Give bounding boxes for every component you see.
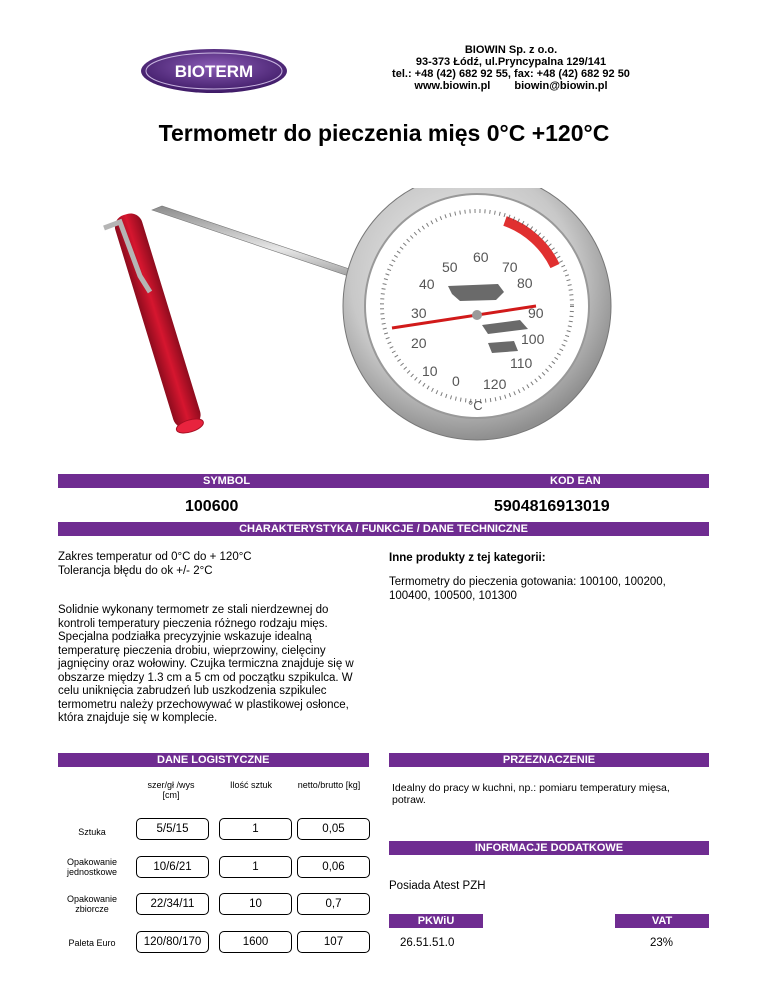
svg-text:20: 20 xyxy=(411,335,427,351)
purpose-bar xyxy=(389,753,709,767)
other-products-text: Termometry do pieczenia gotowania: 100100, 100200, 100400, 100500, 101300 xyxy=(389,576,666,602)
cell-weight-sztuka: 0,05 xyxy=(297,818,370,840)
product-description: Solidnie wykonany termometr ze stali nierdzewnej do kontroli temperatury pieczenia różnego rodzaju mięs. Specjalna podziałka precyzyjnie wskazuje idealną temperaturę pieczenia drobiu, wieprzowiny, cielęciny jagnięciny oraz wołowiny. Czujka termiczna znajduje się w obszarze między 1.3 cm a 5 cm od początku szpikulca. W celu uniknięcia zabrudzeń lub uszkodzenia szpikulec termometru należy przechowywać w plastikowej osłonce, która znajduje się w komplecie. xyxy=(58,604,354,724)
ean-value: 5904816913019 xyxy=(494,498,610,515)
svg-text:110: 110 xyxy=(510,355,533,371)
pkwiu-label: PKWiU xyxy=(417,915,455,927)
row-label-sztuka: Sztuka xyxy=(78,827,106,837)
purpose-text: Idealny do pracy w kuchni, np.: pomiaru temperatury mięsa, potraw. xyxy=(392,782,670,806)
vat-value: 23% xyxy=(650,937,674,949)
purpose-label: PRZEZNACZENIE xyxy=(502,754,596,766)
cell-dims-sztuka: 5/5/15 xyxy=(136,818,209,840)
svg-text:0: 0 xyxy=(452,373,460,389)
svg-text:80: 80 xyxy=(517,275,533,291)
bioterm-logo xyxy=(140,48,288,94)
additional-info-text: Posiada Atest PZH xyxy=(389,880,486,892)
svg-text:100: 100 xyxy=(521,331,545,347)
svg-text:BIOTERM: BIOTERM xyxy=(174,62,254,81)
vat-bar xyxy=(615,914,709,928)
symbol-value: 100600 xyxy=(185,498,239,515)
vat-label: VAT xyxy=(651,915,673,927)
characteristics-label: CHARAKTERYSTYKA / FUNKCJE / DANE TECHNICZNE xyxy=(239,523,528,535)
cell-qty-opakowanie-zbiorcze: 10 xyxy=(219,893,292,915)
ean-label: KOD EAN xyxy=(550,475,601,487)
column-header-dimensions: szer/gł /wys [cm] xyxy=(147,780,195,800)
column-header-quantity: Ilość sztuk xyxy=(229,780,272,790)
temperature-range-text: Zakres temperatur od 0°C do + 120°C xyxy=(58,551,252,563)
page-title: Termometr do pieczenia mięs 0°C +120°C xyxy=(158,120,610,146)
additional-info-label: INFORMACJE DODATKOWE xyxy=(474,842,624,854)
cell-dims-paleta-euro: 120/80/170 xyxy=(136,931,209,953)
cell-weight-opakowanie-zbiorcze: 0,7 xyxy=(297,893,370,915)
svg-text:60: 60 xyxy=(473,249,489,265)
row-label-opakowanie-jednostkowe: Opakowanie jednostkowe xyxy=(66,857,118,877)
characteristics-bar xyxy=(58,522,709,536)
svg-text:120: 120 xyxy=(483,376,507,392)
tolerance-text: Tolerancja błędu do ok +/- 2°C xyxy=(58,565,213,577)
pkwiu-bar xyxy=(389,914,483,928)
cell-weight-paleta-euro: 107 xyxy=(297,931,370,953)
column-header-weight: netto/brutto [kg] xyxy=(297,780,361,790)
company-info xyxy=(380,44,642,92)
pkwiu-value: 26.51.51.0 xyxy=(400,937,455,949)
row-label-opakowanie-zbiorcze: Opakowanie zbiorcze xyxy=(66,894,118,914)
company-phone-fax: tel.: +48 (42) 682 92 55, fax: +48 (42) 682 92 50 xyxy=(392,68,630,80)
svg-text:90: 90 xyxy=(528,305,544,321)
additional-info-bar xyxy=(389,841,709,855)
cell-dims-opakowanie-zbiorcze: 22/34/11 xyxy=(136,893,209,915)
svg-text:30: 30 xyxy=(411,305,427,321)
svg-text:50: 50 xyxy=(442,259,458,275)
cell-dims-opakowanie-jednostkowe: 10/6/21 xyxy=(136,856,209,878)
svg-text:40: 40 xyxy=(419,276,435,292)
cell-qty-sztuka: 1 xyxy=(219,818,292,840)
company-address: 93-373 Łódź, ul.Pryncypalna 129/141 xyxy=(415,56,607,68)
logistics-label: DANE LOGISTYCZNE xyxy=(157,754,270,766)
company-website-link[interactable]: www.biowin.pl xyxy=(414,80,491,92)
logistics-bar xyxy=(58,753,369,767)
row-label-paleta-euro: Paleta Euro xyxy=(68,938,116,948)
svg-text:70: 70 xyxy=(502,259,518,275)
svg-text:10: 10 xyxy=(422,363,438,379)
cell-weight-opakowanie-jednostkowe: 0,06 xyxy=(297,856,370,878)
cell-qty-paleta-euro: 1600 xyxy=(219,931,292,953)
cell-qty-opakowanie-jednostkowe: 1 xyxy=(219,856,292,878)
svg-text:°C: °C xyxy=(468,398,483,413)
symbol-header-bar xyxy=(58,474,709,488)
company-email-link[interactable]: biowin@biowin.pl xyxy=(514,80,608,92)
company-name: BIOWIN Sp. z o.o. xyxy=(464,44,558,56)
other-products-heading: Inne produkty z tej kategorii: xyxy=(389,552,546,564)
symbol-label: SYMBOL xyxy=(203,475,251,487)
thermometer-product-image xyxy=(100,188,620,452)
